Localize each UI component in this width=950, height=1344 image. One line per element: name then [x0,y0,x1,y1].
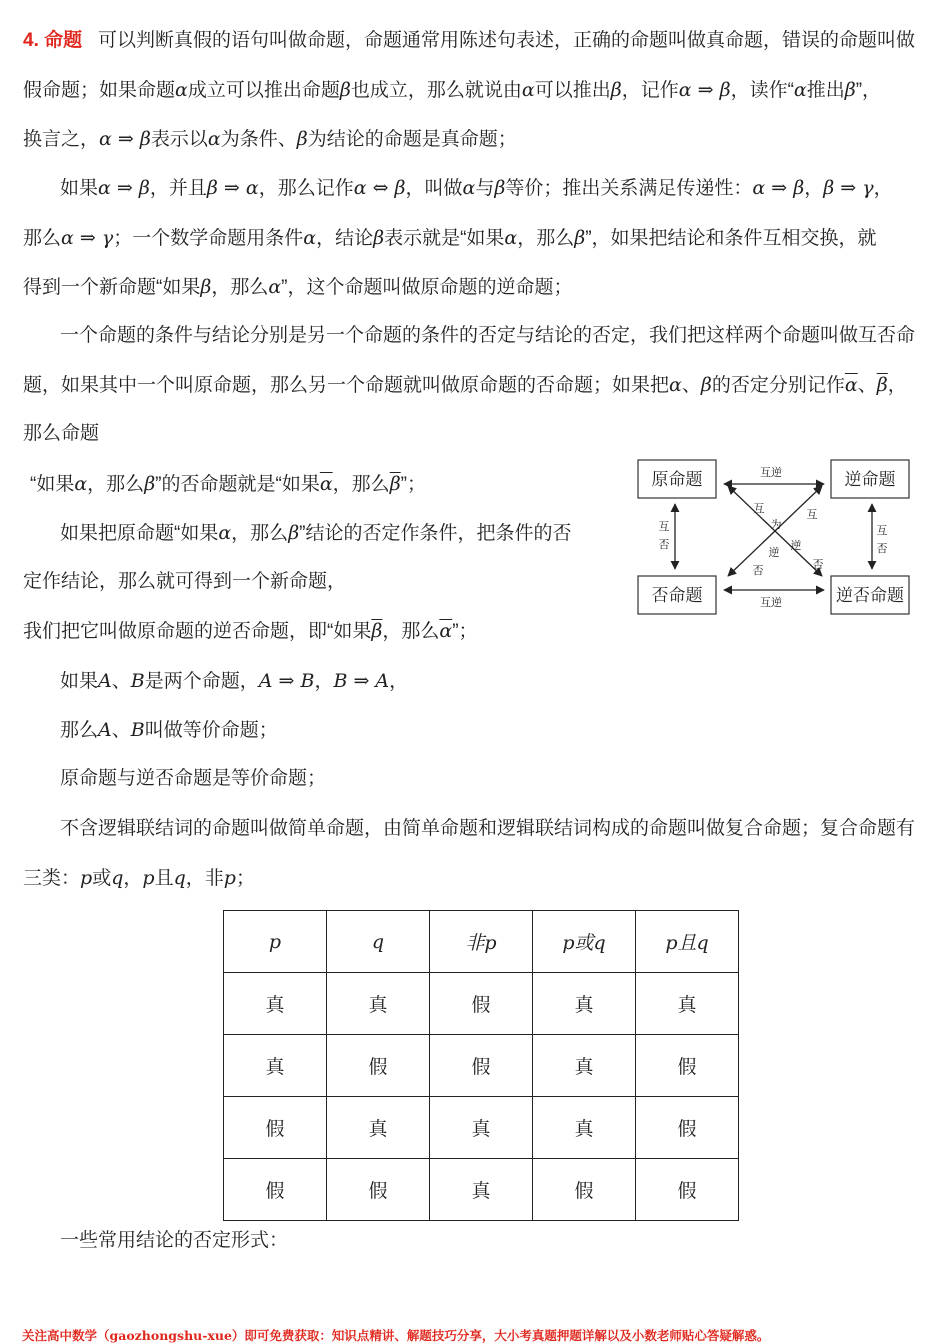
paragraph-line [23,226,930,251]
text: 一些常用结论的否定形式： [60,1230,289,1251]
table-cell: 真 [533,1035,636,1097]
text: 三类： [23,868,81,889]
paragraph-line [23,866,930,891]
math-alpha: α [793,79,807,101]
paragraph-line [23,373,930,398]
table-header-cell: p或q [533,911,636,973]
math-not-alpha: $\overline{\alpha}$ [439,620,453,642]
text: ，读作“ [730,80,794,101]
table-row [224,973,739,1035]
table-cell: 假 [327,1159,430,1221]
paragraph-line [60,1229,930,1253]
math-beta: β [610,79,622,101]
paragraph-line [23,29,930,53]
table-header-cell: q [327,911,430,973]
text: 也成立，那么就说由 [350,80,522,101]
math-A: A [98,719,112,741]
text: ”的否命题就是“如果 [155,474,320,495]
math-implies: B ⇒ A [333,670,390,692]
table-cell: 假 [636,1097,739,1159]
math-beta: β [844,79,856,101]
text: 等价；推出关系满足传递性： [505,178,753,199]
text: 我们把它叫做原命题的逆否命题，即“如果 [23,621,372,642]
truth-table [223,910,739,1221]
math-beta: β [339,79,351,101]
text: ，那么 [332,474,390,495]
paragraph-line [60,669,930,694]
table-header-cell: p [224,911,327,973]
footer-promo: 关注高中数学（gaozhongshu-xue）即可免费获取：知识点精讲、解题技巧分享，大小考真题押题详解以及小数老师贴心答疑解惑。 [22,1328,770,1343]
table-cell: 真 [327,973,430,1035]
label-diag-fou-2: 否 [812,558,824,571]
text: ， [314,671,334,692]
math-implies: α ⇒ γ [61,227,114,249]
paragraph-line [60,767,930,791]
text: ； [235,868,255,889]
text: ，非 [185,868,224,889]
math-beta: β [574,227,586,249]
math-beta: β [373,227,385,249]
text: 是两个命题， [144,671,259,692]
text: ，那么 [211,277,269,298]
table-row [224,1035,739,1097]
text: 原命题与逆否命题是等价命题； [60,768,327,789]
math-alpha: α [462,177,476,199]
table-cell: 假 [430,973,533,1035]
text: 定作结论，那么就可得到一个新命题， [23,571,347,592]
text: ，叫做 [405,178,463,199]
math-beta: β [494,177,506,199]
paragraph-line [60,718,930,743]
text: 如果把原命题“如果 [60,523,219,544]
text: ”； [400,474,426,495]
text: ，那么 [517,228,575,249]
label-left-hu: 互 [658,520,670,533]
label-left-fou: 否 [658,538,670,551]
text: 表示以 [150,129,208,150]
label-right-hu: 互 [876,524,888,537]
table-cell: 假 [224,1159,327,1221]
table-cell: 假 [533,1159,636,1221]
math-not-alpha: $\overline{\alpha}$ [844,374,858,396]
table-cell: 真 [636,973,739,1035]
table-cell: 真 [533,973,636,1035]
paragraph-line [23,78,930,103]
math-alpha: α [74,473,88,495]
math-p: p [223,867,236,889]
text: ， [804,178,824,199]
math-alpha: α [207,128,221,150]
text: 换言之， [23,129,100,150]
math-beta: β [200,276,212,298]
table-header-row [224,911,739,973]
box-converse-label: 逆命题 [844,470,896,490]
text: 那么 [60,720,99,741]
text: ，那么 [382,621,440,642]
text: 且 [154,868,174,889]
text: ， [389,671,409,692]
math-q: q [173,867,186,889]
label-right-fou: 否 [876,542,888,555]
math-alpha: α [218,522,232,544]
text: ”结论的否定作条件，把条件的否 [299,523,572,544]
text: ”， [855,80,882,101]
math-B: B [130,719,145,741]
math-not-beta: $\overline{\beta}$ [371,620,383,642]
label-diag-fou-1: 否 [752,564,764,577]
text: 可以推出 [534,80,611,101]
text: ，那么 [231,523,289,544]
text: ；一个数学命题用条件 [113,228,304,249]
paragraph-line [60,176,930,201]
paragraph-line [23,619,930,644]
text: 、 [857,375,877,396]
math-beta: β [296,128,308,150]
text: 推出 [806,80,845,101]
math-implies: α ⇒ β [98,177,150,199]
text: ， [887,375,907,396]
text: 、 [681,375,701,396]
box-inverse-label: 否命题 [651,586,703,606]
label-diag-ni-2: 逆 [768,546,780,559]
table-row [224,1097,739,1159]
paragraph-line [23,127,930,152]
math-q: q [111,867,124,889]
table-cell: 假 [224,1097,327,1159]
math-implies: A ⇒ B [258,670,315,692]
text: 叫做等价命题； [144,720,278,741]
paragraph-line [60,324,930,348]
text: 表示就是“如果 [384,228,505,249]
table-cell: 真 [224,973,327,1035]
text: 如果 [60,671,99,692]
math-alpha: α [175,79,188,101]
table-cell: 假 [636,1035,739,1097]
text: 可以判断真假的语句叫做命题，命题通常用陈述句表述，正确的命题叫做真命题，错误的命题叫做 [98,30,916,51]
text: ，结论 [316,228,374,249]
label-diag-ni-1: 逆 [790,539,802,552]
math-alpha: α [521,79,535,101]
table-header-cell: 非p [430,911,533,973]
table-row [224,1159,739,1221]
label-diag-hu-2: 互 [806,508,818,521]
math-alpha: α [268,276,282,298]
section-title: 命题 [44,30,83,51]
paragraph-line [23,275,930,300]
math-implies: α ⇒ β [678,79,731,101]
label-diag-wei: 为 [770,518,782,531]
text: 为结论的命题是真命题； [307,129,517,150]
text: 不含逻辑联结词的命题叫做简单命题，由简单命题和逻辑联结词构成的命题叫做复合命题；复合命题有 [60,818,916,839]
math-implies: β ⇒ α [206,177,259,199]
paragraph-line [23,422,930,446]
text: ，那么 [87,474,145,495]
text: ，并且 [149,178,207,199]
text: ”； [452,621,478,642]
label-bottom-mutual-converse: 互逆 [760,596,782,609]
math-A: A [98,670,112,692]
text: 或 [92,868,112,889]
label-top-mutual-converse: 互逆 [760,466,782,479]
text: 得到一个新命题“如果 [23,277,201,298]
text: 成立可以推出命题 [187,80,340,101]
math-implies: α ⇒ β [752,177,805,199]
label-diag-hu-1: 互 [753,502,765,515]
math-beta: β [288,522,300,544]
table-cell: 假 [636,1159,739,1221]
text: 与 [475,178,495,199]
box-original-label: 原命题 [651,470,703,490]
text: ， [123,868,143,889]
math-iff: α ⇔ β [353,177,406,199]
text: 一个命题的条件与结论分别是另一个命题的条件的否定与结论的否定，我们把这样两个命题叫做互否命 [60,325,916,346]
table-header-cell: p且q [636,911,739,973]
section-number: 4. [23,30,39,51]
four-propositions-diagram [636,456,916,618]
text: 那么 [23,228,62,249]
text: 、 [111,720,131,741]
math-beta: β [700,374,712,396]
math-p: p [142,867,155,889]
math-implies: β ⇒ γ [823,177,874,199]
text: ，那么记作 [258,178,354,199]
text: 的否定分别记作 [711,375,845,396]
text: 如果 [60,178,99,199]
math-alpha: α [504,227,518,249]
paragraph-line [60,817,930,841]
box-contrapositive-label: 逆否命题 [836,586,904,606]
text: 为条件、 [220,129,297,150]
text: ， [873,178,893,199]
text: “如果 [30,474,75,495]
math-implies: α ⇒ β [99,128,151,150]
math-not-alpha: $\overline{\alpha}$ [319,473,333,495]
math-beta: β [144,473,156,495]
table-cell: 真 [327,1097,430,1159]
text: 假命题；如果命题 [23,80,176,101]
math-not-beta: $\overline{\beta}$ [389,473,401,495]
table-cell: 真 [533,1097,636,1159]
table-cell: 假 [430,1035,533,1097]
math-alpha: α [669,374,682,396]
text: 、 [111,671,131,692]
math-not-beta: $\overline{\beta}$ [876,374,888,396]
math-B: B [130,670,145,692]
text: ”，这个命题叫做原命题的逆命题； [281,277,573,298]
text: ，记作 [621,80,679,101]
table-cell: 真 [430,1097,533,1159]
table-cell: 假 [327,1035,430,1097]
math-p: p [80,867,93,889]
text: ”，如果把结论和条件互相交换，就 [585,228,877,249]
text: 那么命题 [23,423,100,444]
table-cell: 真 [224,1035,327,1097]
math-alpha: α [303,227,317,249]
text: 题，如果其中一个叫原命题，那么另一个命题就叫做原命题的否命题；如果把 [23,375,670,396]
table-cell: 真 [430,1159,533,1221]
